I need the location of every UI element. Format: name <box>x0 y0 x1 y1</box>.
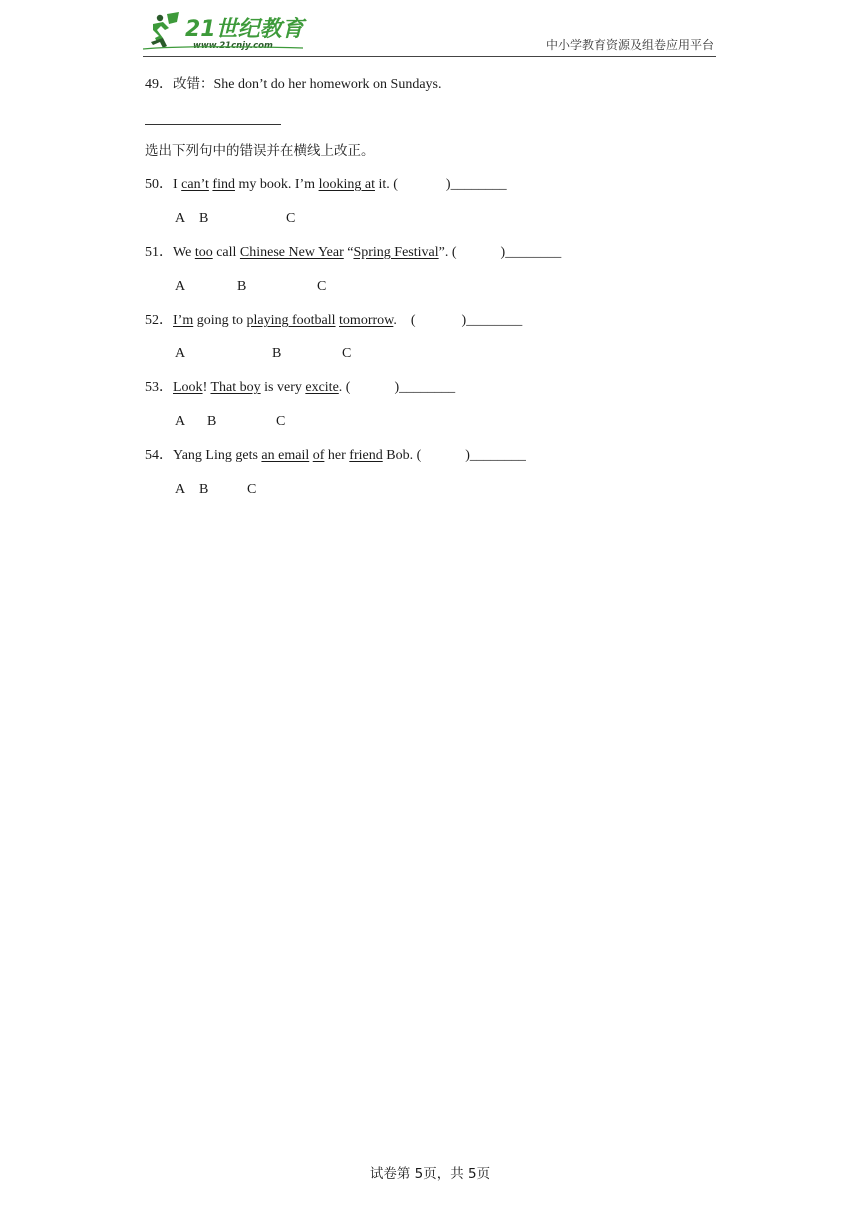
answer-blank-49[interactable] <box>145 124 281 125</box>
runner-icon <box>151 12 179 48</box>
question-50: 50．I can’t find my book. I’m looking at it. ( )________ <box>145 177 507 192</box>
option-b: B <box>199 211 209 226</box>
page-header <box>143 6 716 57</box>
page-footer <box>0 1162 860 1183</box>
option-b: B <box>272 346 282 361</box>
page-number: 试卷第 5页，共 5页 <box>369 1166 491 1182</box>
logo-21cnjy <box>143 8 313 52</box>
option-a: A <box>175 414 186 429</box>
option-b: B <box>237 279 247 294</box>
option-c: C <box>317 279 327 294</box>
option-b: B <box>199 482 209 497</box>
site-name: 中小学教育资源及组卷应用平台 <box>545 38 714 52</box>
option-b: B <box>207 414 217 429</box>
option-c: C <box>247 482 257 497</box>
option-c: C <box>276 414 286 429</box>
question-49: 49．改错：She don’t do her homework on Sundays. <box>145 76 442 92</box>
question-51: 51．We too call Chinese New Year “Spring Festival”. ( )________ <box>145 245 562 260</box>
option-c: C <box>286 211 296 226</box>
option-c: C <box>342 346 352 361</box>
option-a: A <box>175 279 186 294</box>
option-a: A <box>175 211 186 226</box>
question-53: 53．Look! That boy is very excite. ( )________ <box>145 380 456 395</box>
section-instruction: 选出下列句中的错误并在横线上改正。 <box>145 143 375 159</box>
option-a: A <box>175 482 186 497</box>
question-52: 52．I’m going to playing football tomorrow. ( )________ <box>145 313 523 328</box>
option-a: A <box>175 346 186 361</box>
logo-wordmark: 21世纪教育 <box>185 17 304 42</box>
logo-url: www.21cnjy.com <box>193 41 273 51</box>
question-54: 54．Yang Ling gets an email of her friend Bob. ( )________ <box>145 448 526 463</box>
